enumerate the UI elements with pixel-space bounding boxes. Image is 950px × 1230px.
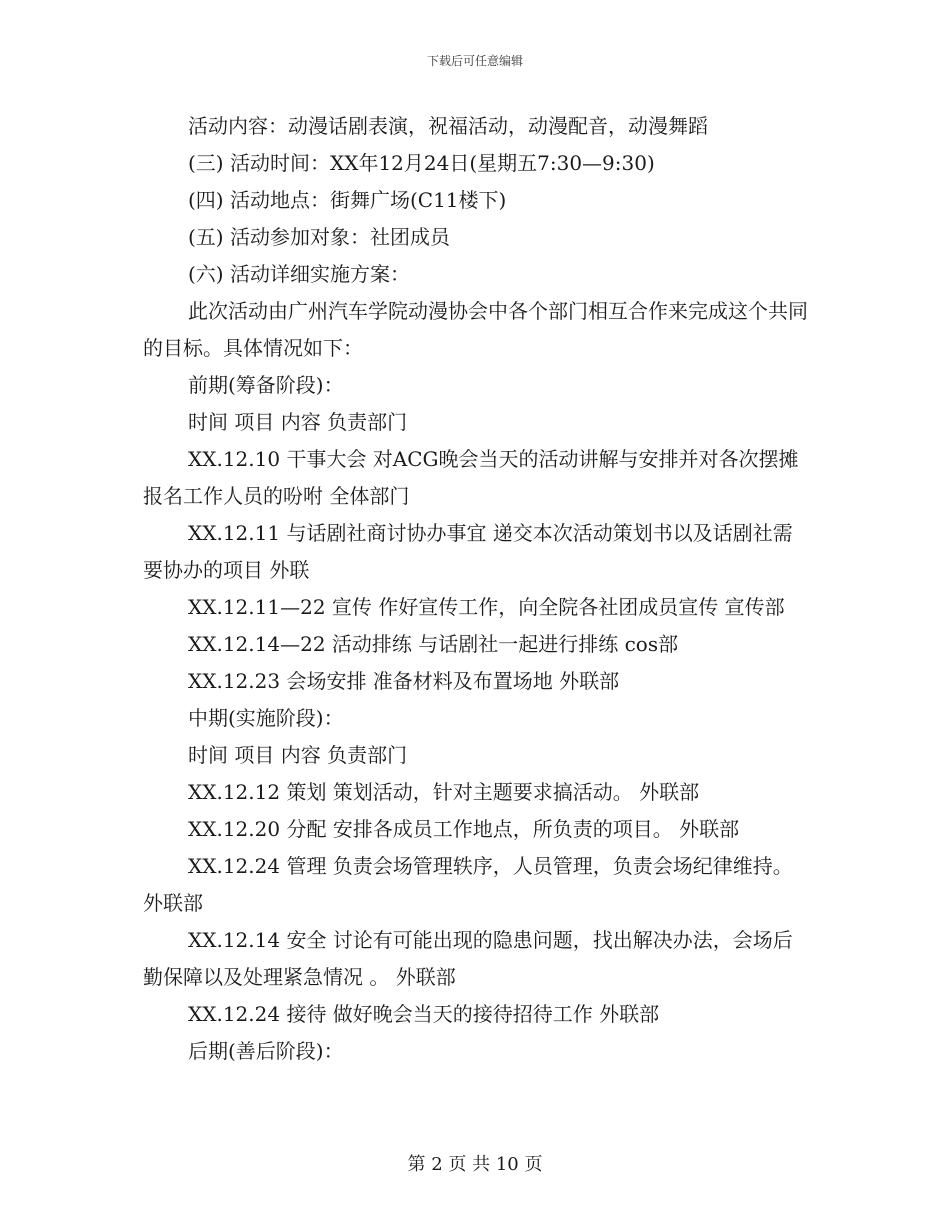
schedule-row: XX.12.11—22 宣传 作好宣传工作，向全院各社团成员宣传 宣传部	[188, 595, 785, 619]
page-number-footer: 第 2 页 共 10 页	[407, 1154, 543, 1175]
schedule-row: XX.12.10 干事大会 对ACG晚会当天的活动讲解与安排并对各次摆摊报名工作人员的吩咐 全体部门	[143, 447, 799, 508]
schedule-row: XX.12.14—22 活动排练 与话剧社一起进行排练 cos部	[188, 632, 679, 656]
section-heading: 中期(实施阶段)：	[188, 706, 344, 730]
page-header: 下载后可任意编辑	[426, 54, 523, 68]
schedule-row: XX.12.11 与话剧社商讨协办事宜 递交本次活动策划书以及话剧社需要协办的项目 外联	[143, 521, 793, 582]
paragraph: 此次活动由广州汽车学院动漫协会中各个部门相互合作来完成这个共同的目标。具体情况如下：	[143, 299, 808, 360]
table-header-line: 时间 项目 内容 负责部门	[188, 410, 408, 434]
schedule-row: XX.12.20 分配 安排各成员工作地点，所负责的项目。 外联部	[188, 817, 740, 841]
section-heading: 前期(筹备阶段)：	[188, 373, 344, 397]
paragraph: (五) 活动参加对象：社团成员	[188, 225, 450, 249]
schedule-row: XX.12.14 安全 讨论有可能出现的隐患问题，找出解决办法，会场后勤保障以及处理紧急情况 。 外联部	[143, 928, 793, 989]
section-heading: 后期(善后阶段)：	[188, 1039, 344, 1063]
document-body	[143, 108, 810, 1070]
paragraph: (四) 活动地点：街舞广场(C11楼下)	[188, 188, 507, 212]
schedule-row: XX.12.24 管理 负责会场管理轶序，人员管理，负责会场纪律维持。 外联部	[143, 854, 793, 915]
schedule-row: XX.12.23 会场安排 准备材料及布置场地 外联部	[188, 669, 620, 693]
table-header-line: 时间 项目 内容 负责部门	[188, 743, 408, 767]
schedule-row: XX.12.24 接待 做好晚会当天的接待招待工作 外联部	[188, 1002, 660, 1026]
paragraph: (三) 活动时间：XX年12月24日(星期五7:30—9:30)	[188, 151, 655, 175]
schedule-row: XX.12.12 策划 策划活动，针对主题要求搞活动。 外联部	[188, 780, 700, 804]
paragraph: (六) 活动详细实施方案：	[188, 262, 410, 286]
paragraph: 活动内容：动漫话剧表演，祝福活动，动漫配音，动漫舞蹈	[188, 114, 708, 138]
